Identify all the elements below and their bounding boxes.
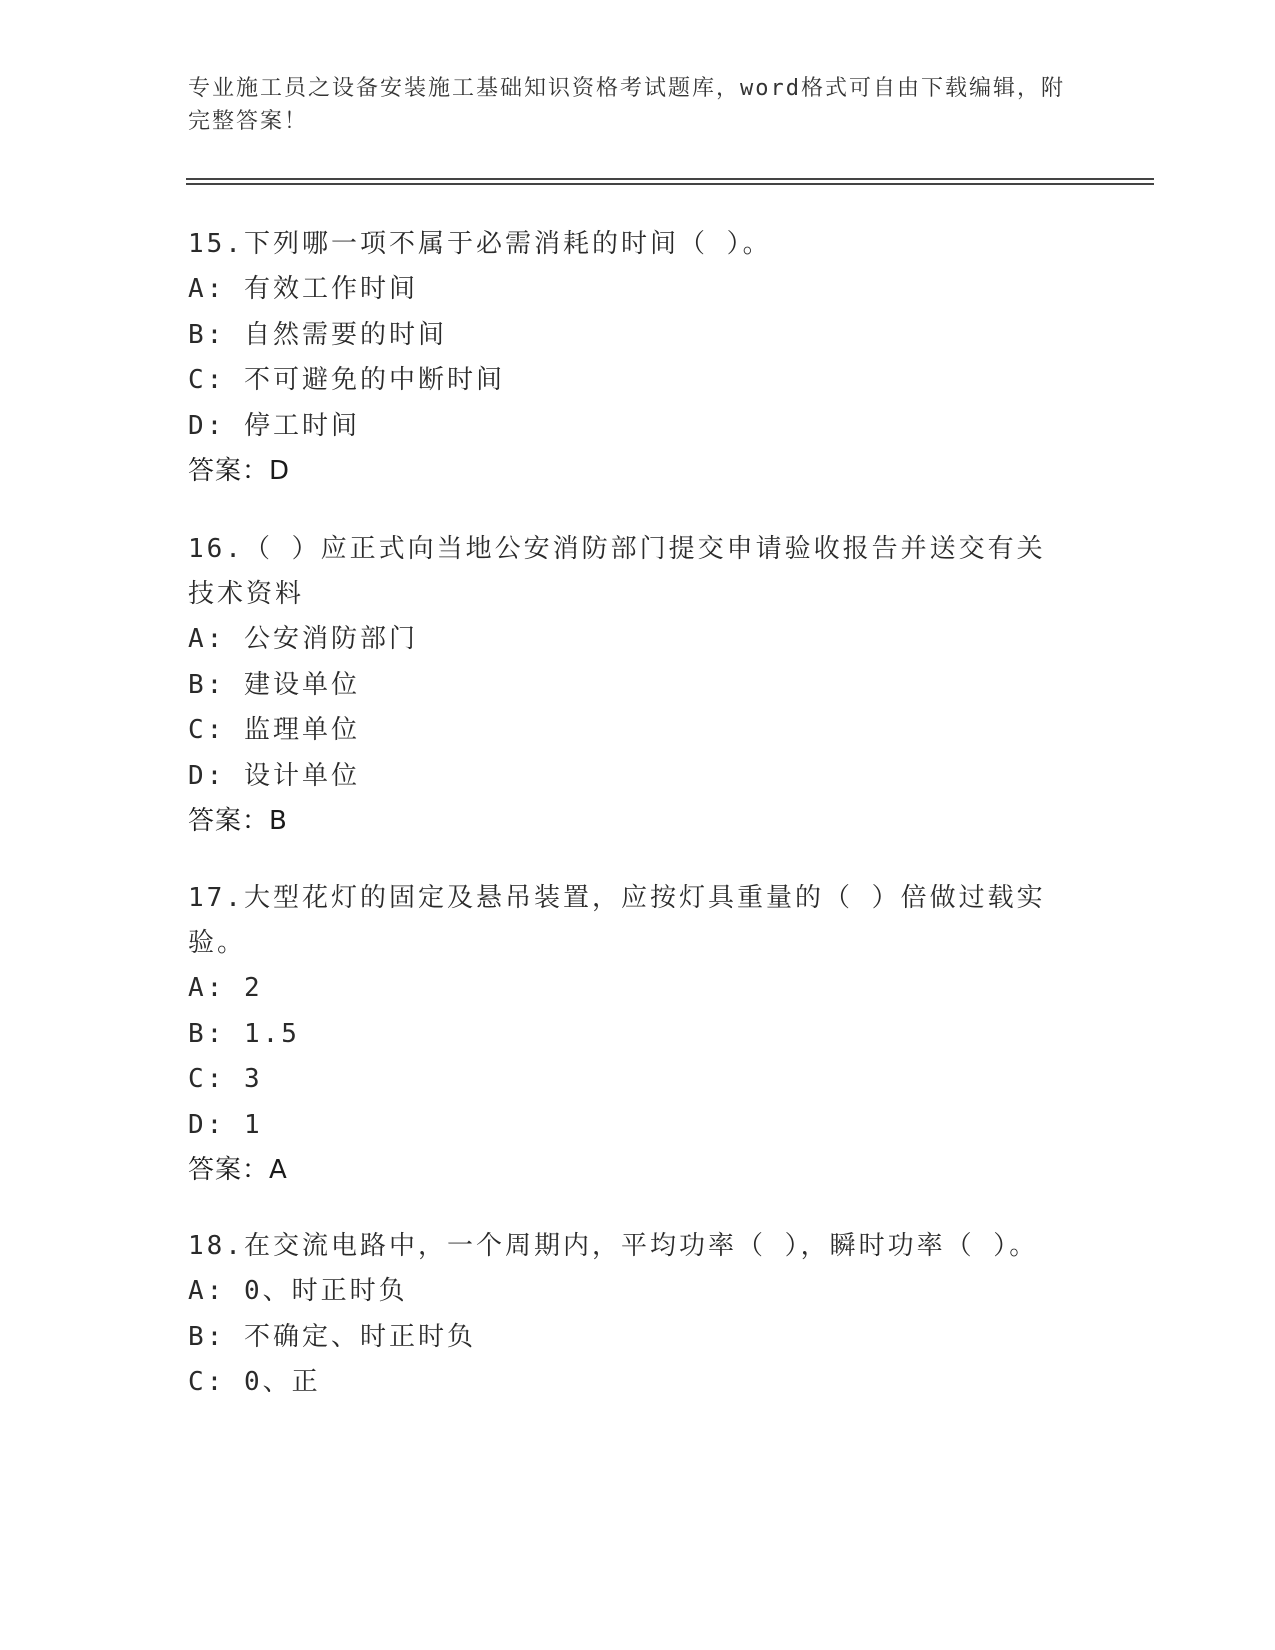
option-text: 设计单位 bbox=[243, 760, 360, 791]
option-key: D: bbox=[188, 410, 226, 441]
option-key: B: bbox=[188, 1018, 226, 1049]
option-key: C: bbox=[188, 1367, 226, 1397]
option-key: C: bbox=[188, 715, 226, 745]
question-stem: 18.在交流电路中，一个周期内，平均功率（ ），瞬时功率（ ）。 bbox=[188, 1231, 1039, 1261]
option-text: 0、时正时负 bbox=[243, 1276, 408, 1306]
option-b bbox=[188, 1012, 1068, 1058]
option-c bbox=[188, 708, 1068, 754]
option-key: C: bbox=[188, 1064, 226, 1094]
option-text: 2 bbox=[243, 973, 263, 1003]
question-17 bbox=[188, 876, 1068, 1194]
option-text: 1.5 bbox=[243, 1018, 300, 1049]
option-text: 监理单位 bbox=[243, 715, 360, 745]
option-key: D: bbox=[188, 760, 226, 791]
question-stem: 15.下列哪一项不属于必需消耗的时间（ ）。 bbox=[188, 229, 772, 259]
option-key: C: bbox=[188, 365, 226, 395]
header-note: 专业施工员之设备安装施工基础知识资格考试题库，word格式可自由下载编辑，附完整答案！ bbox=[188, 76, 1065, 134]
option-text: 自然需要的时间 bbox=[243, 319, 447, 350]
question-15 bbox=[188, 222, 1068, 495]
answer-line: 答案：D bbox=[188, 456, 291, 486]
option-text: 有效工作时间 bbox=[243, 274, 418, 304]
question-16 bbox=[188, 527, 1068, 845]
option-d bbox=[188, 754, 1068, 800]
option-key: B: bbox=[188, 319, 226, 350]
option-c bbox=[188, 358, 1068, 404]
option-c bbox=[188, 1360, 1068, 1406]
question-18 bbox=[188, 1224, 1068, 1406]
header-rule-top bbox=[186, 178, 1154, 180]
option-b bbox=[188, 1315, 1068, 1361]
option-text: 建设单位 bbox=[243, 669, 360, 700]
question-stem: 17.大型花灯的固定及悬吊装置，应按灯具重量的（ ）倍做过载实验。 bbox=[188, 883, 1046, 958]
answer-line: 答案：A bbox=[188, 1155, 288, 1185]
option-a bbox=[188, 1269, 1068, 1315]
header-rule-bottom bbox=[186, 183, 1154, 185]
option-d bbox=[188, 1103, 1068, 1149]
option-text: 1 bbox=[243, 1109, 263, 1140]
option-a bbox=[188, 617, 1068, 663]
option-key: B: bbox=[188, 669, 226, 700]
question-stem: 16.（ ）应正式向当地公安消防部门提交申请验收报告并送交有关技术资料 bbox=[188, 534, 1046, 609]
option-a bbox=[188, 267, 1068, 313]
option-key: B: bbox=[188, 1321, 226, 1352]
option-key: A: bbox=[188, 274, 226, 304]
option-b bbox=[188, 313, 1068, 359]
option-key: A: bbox=[188, 624, 226, 654]
option-c bbox=[188, 1057, 1068, 1103]
option-text: 不可避免的中断时间 bbox=[243, 365, 505, 395]
option-d bbox=[188, 404, 1068, 450]
option-text: 3 bbox=[243, 1064, 263, 1094]
option-key: D: bbox=[188, 1109, 226, 1140]
option-a bbox=[188, 966, 1068, 1012]
option-text: 公安消防部门 bbox=[243, 624, 418, 654]
answer-line: 答案：B bbox=[188, 806, 288, 836]
option-text: 0、正 bbox=[243, 1367, 321, 1397]
option-b bbox=[188, 663, 1068, 709]
option-key: A: bbox=[188, 1276, 226, 1306]
option-key: A: bbox=[188, 973, 226, 1003]
option-text: 不确定、时正时负 bbox=[243, 1321, 476, 1352]
option-text: 停工时间 bbox=[243, 410, 360, 441]
